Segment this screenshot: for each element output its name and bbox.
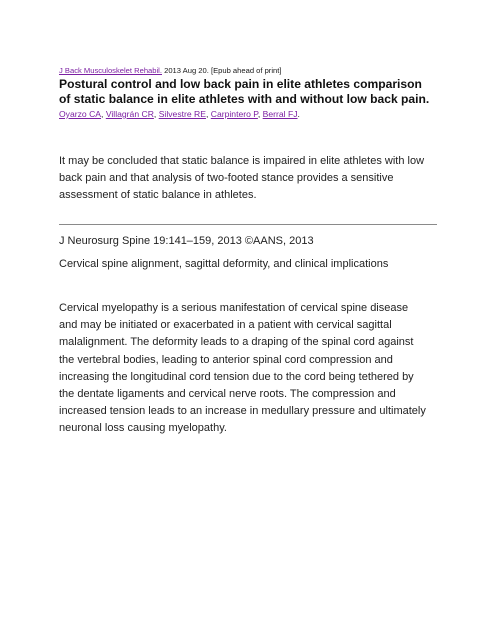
author-list: Oyarzo CA, Villagrán CR, Silvestre RE, Carpintero P, Berral FJ. (59, 109, 300, 119)
citation-line (59, 66, 439, 76)
abstract-conclusion (59, 153, 459, 204)
title-line: Postural control and low back pain in elite athletes comparison (59, 77, 422, 91)
body-line: malalignment. The deformity leads to a draping of the spinal cord against (59, 336, 414, 349)
abstract-line: assessment of static balance in athletes. (59, 189, 257, 201)
author-link[interactable]: Silvestre RE (158, 109, 206, 119)
author-link[interactable]: Villagrán CR (105, 109, 154, 119)
body-line: the dentate ligaments and cervical nerve roots. The compression and (59, 388, 396, 401)
body-line: the vertebral bodies, leading to anterior spinal cord compression and (59, 353, 393, 366)
article-title (59, 77, 459, 107)
abstract-line: back pain and that analysis of two-footed stance provides a sensitive (59, 172, 394, 184)
body-paragraph (59, 300, 459, 438)
body-line: neuronal loss causing myelopathy. (59, 422, 227, 435)
section-subtitle: Cervical spine alignment, sagittal deformity, and clinical implications (59, 258, 389, 270)
journal-link[interactable]: J Back Musculoskelet Rehabil. (59, 66, 162, 75)
body-line: increased tension leads to an increase in medullary pressure and ultimately (59, 405, 426, 418)
author-link[interactable]: Carpintero P (210, 109, 258, 119)
journal-reference: J Neurosurg Spine 19:141–159, 2013 ©AANS, 2013 (59, 235, 314, 247)
citation-date: 2013 Aug 20. [Epub ahead of print] (161, 66, 282, 75)
author-link[interactable]: Oyarzo CA (59, 109, 102, 119)
title-line: of static balance in elite athletes with and without low back pain. (59, 92, 430, 106)
body-line: and may be initiated or exacerbated in a patient with cervical sagittal (59, 319, 392, 332)
abstract-line: It may be concluded that static balance is impaired in elite athletes with low (59, 155, 425, 167)
author-link[interactable]: Berral FJ (262, 109, 298, 119)
section-divider (59, 224, 437, 225)
body-line: Cervical myelopathy is a serious manifestation of cervical spine disease (59, 302, 409, 314)
body-line: increasing the longitudinal cord tension due to the cord being tethered by (59, 370, 414, 383)
